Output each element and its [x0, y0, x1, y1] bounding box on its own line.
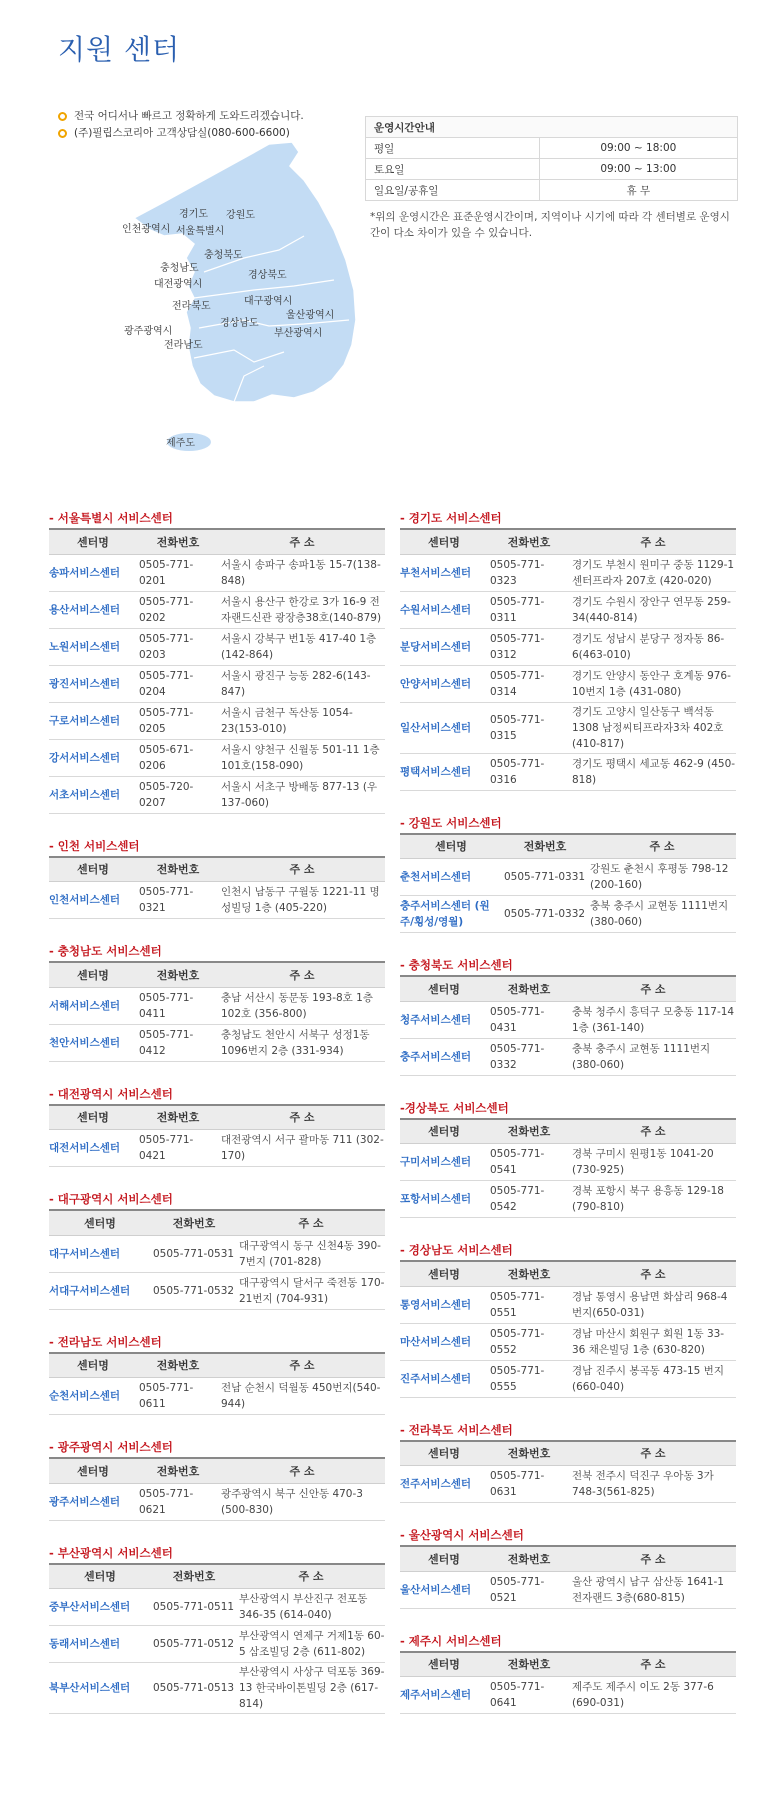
table-header-row: [49, 1105, 385, 1130]
center-address: 서울시 송파구 송파1동 15-7(138-848): [219, 554, 385, 591]
header-name: 센터명: [400, 1441, 488, 1466]
center-phone: 0505-771-0551: [488, 1286, 570, 1323]
table-row: [400, 1360, 736, 1397]
header-name: 센터명: [49, 857, 137, 882]
service-section: [400, 508, 736, 791]
center-address: 제주도 제주시 이도 2동 377-6 (690-031): [570, 1677, 736, 1714]
intro-item: 전국 어디서나 빠르고 정확하게 도와드리겠습니다.: [58, 108, 304, 125]
center-phone: 0505-771-0201: [137, 554, 219, 591]
map-label: 전라북도: [172, 301, 211, 312]
header-phone: 전화번호: [488, 1119, 570, 1144]
table-row: [400, 1286, 736, 1323]
map-label: 부산광역시: [274, 328, 323, 339]
center-phone: 0505-771-0611: [137, 1378, 219, 1415]
center-name-link[interactable]: 청주서비스센터: [400, 1001, 488, 1038]
service-table: [49, 1104, 385, 1168]
map-label: 서울특별시: [176, 226, 225, 237]
service-table: [49, 1352, 385, 1416]
center-address: 부산광역시 사상구 덕포동 369-13 한국바이톤빌딩 2층 (617-814): [237, 1663, 385, 1714]
service-table: [400, 1260, 736, 1398]
center-phone: 0505-771-0203: [137, 628, 219, 665]
header-address: 주 소: [219, 1105, 385, 1130]
center-phone: 0505-771-0332: [488, 1038, 570, 1075]
center-name-link[interactable]: 전주서비스센터: [400, 1466, 488, 1503]
service-section: [400, 1420, 736, 1504]
service-section: [49, 1437, 385, 1521]
hours-time: 09:00 ~ 13:00: [539, 159, 737, 180]
center-address: 전북 전주시 덕진구 우아동 3가 748-3(561-825): [570, 1466, 736, 1503]
section-title: - 인천 서비스센터: [49, 838, 140, 853]
table-header-row: [400, 1546, 736, 1571]
center-name-link[interactable]: 일산서비스센터: [400, 702, 488, 753]
header-phone: 전화번호: [488, 1441, 570, 1466]
service-section: [49, 836, 385, 920]
header-name: 센터명: [49, 1564, 151, 1589]
table-header-row: [400, 1261, 736, 1286]
center-address: 충북 충주시 교현동 1111번지 (380-060): [588, 896, 736, 933]
operating-hours: [365, 116, 738, 241]
table-row: [400, 1677, 736, 1714]
center-address: 충북 충주시 교현동 1111번지 (380-060): [570, 1038, 736, 1075]
section-title: - 충청남도 서비스센터: [49, 944, 162, 958]
table-row: [400, 1466, 736, 1503]
table-row: [400, 1181, 736, 1218]
center-phone: 0505-671-0206: [137, 739, 219, 776]
table-row: [400, 554, 736, 591]
header-phone: 전화번호: [488, 1261, 570, 1286]
center-phone: 0505-771-0511: [151, 1589, 237, 1626]
center-name-link[interactable]: 인천서비스센터: [49, 882, 137, 919]
table-row: [49, 882, 385, 919]
center-phone: 0505-771-0314: [488, 665, 570, 702]
header-phone: 전화번호: [137, 529, 219, 554]
center-phone: 0505-771-0204: [137, 665, 219, 702]
table-header-row: [49, 962, 385, 987]
service-table: [400, 528, 736, 791]
center-name-link[interactable]: 평택서비스센터: [400, 753, 488, 790]
service-table: [49, 528, 385, 814]
section-title: - 광주광역시 서비스센터: [49, 1440, 173, 1454]
header-phone: 전화번호: [488, 1546, 570, 1571]
section-title: - 충청북도 서비스센터: [400, 958, 513, 972]
map-label: 대구광역시: [244, 296, 293, 307]
header-address: 주 소: [570, 529, 736, 554]
table-row: [400, 896, 736, 933]
header-name: 센터명: [49, 1210, 151, 1235]
center-phone: 0505-771-0312: [488, 628, 570, 665]
service-section: [400, 1240, 736, 1398]
service-table: [400, 833, 736, 934]
service-section: [400, 1525, 736, 1609]
service-table: [49, 856, 385, 920]
center-address: 서울시 용산구 한강로 3가 16-9 전자랜드신관 광장층38호(140-879): [219, 591, 385, 628]
center-name-link[interactable]: 중부산서비스센터: [49, 1589, 151, 1626]
table-row: [49, 1483, 385, 1520]
table-row: [49, 776, 385, 813]
center-address: 강원도 춘천시 후평동 798-12 (200-160): [588, 859, 736, 896]
header-name: 센터명: [400, 529, 488, 554]
table-row: [400, 753, 736, 790]
map-label: 충청남도: [160, 263, 199, 274]
table-header-row: [49, 1458, 385, 1483]
section-title: - 전라남도 서비스센터: [49, 1334, 162, 1349]
section-title: - 부산광역시 서비스센터: [49, 1545, 173, 1560]
center-phone: 0505-771-0411: [137, 987, 219, 1024]
section-title: - 경기도 서비스센터: [400, 511, 502, 525]
table-row: [49, 628, 385, 665]
center-address: 경남 통영시 용남면 화삼리 968-4 번지(650-031): [570, 1286, 736, 1323]
center-phone: 0505-771-0311: [488, 591, 570, 628]
center-name-link[interactable]: 부천서비스센터: [400, 554, 488, 591]
map-label: 경상남도: [220, 318, 259, 329]
hours-day: 평일: [366, 138, 540, 159]
center-address: 경남 마산시 회원구 회원 1동 33-36 채은빌딩 1층 (630-820): [570, 1323, 736, 1360]
center-phone: 0505-771-0421: [137, 1130, 219, 1167]
header-address: 주 소: [570, 1652, 736, 1677]
header-name: 센터명: [400, 1261, 488, 1286]
section-title: - 전라북도 서비스센터: [400, 1422, 513, 1437]
table-row: [49, 1130, 385, 1167]
center-name-link[interactable]: 순천서비스센터: [49, 1378, 137, 1415]
header-address: 주 소: [219, 962, 385, 987]
service-table: [400, 1118, 736, 1219]
center-name-link[interactable]: 대전서비스센터: [49, 1130, 137, 1167]
intro-item: (주)필립스코리아 고객상담실(080-600-6600): [58, 125, 304, 142]
header-address: 주 소: [219, 1353, 385, 1378]
center-address: 광주광역시 북구 신안동 470-3 (500-830): [219, 1483, 385, 1520]
map-label: 경상북도: [248, 270, 287, 281]
center-phone: 0505-771-0521: [488, 1571, 570, 1608]
center-address: 대구광역시 동구 신천4동 390-7번지 (701-828): [237, 1235, 385, 1272]
header-address: 주 소: [570, 976, 736, 1001]
center-name-link[interactable]: 강서서비스센터: [49, 739, 137, 776]
service-section: [400, 1098, 736, 1219]
table-row: [49, 1663, 385, 1714]
hours-table: [365, 116, 738, 201]
center-phone: 0505-771-0412: [137, 1024, 219, 1061]
center-phone: 0505-771-0631: [488, 1466, 570, 1503]
table-header-row: [400, 976, 736, 1001]
service-table: [49, 961, 385, 1062]
center-address: 충남 서산시 동문동 193-8호 1층 102호 (356-800): [219, 987, 385, 1024]
map-label: 제주도: [166, 438, 195, 449]
section-title: - 경상남도 서비스센터: [400, 1243, 513, 1257]
service-section: [400, 955, 736, 1076]
header-address: 주 소: [219, 1458, 385, 1483]
hours-time: 09:00 ~ 18:00: [539, 138, 737, 159]
table-row: [49, 591, 385, 628]
center-name-link[interactable]: 구미서비스센터: [400, 1144, 488, 1181]
header-name: 센터명: [400, 1546, 488, 1571]
header-name: 센터명: [49, 1458, 137, 1483]
center-address: 충북 청주시 흥덕구 모충동 117-14 1층 (361-140): [570, 1001, 736, 1038]
table-row: [49, 1378, 385, 1415]
center-phone: 0505-771-0532: [151, 1272, 237, 1309]
center-phone: 0505-771-0205: [137, 702, 219, 739]
table-row: [49, 1024, 385, 1061]
table-header-row: [400, 1441, 736, 1466]
service-section: [49, 1332, 385, 1416]
section-title: - 대구광역시 서비스센터: [49, 1192, 173, 1206]
map-label: 경기도: [179, 209, 208, 220]
center-name-link[interactable]: 구로서비스센터: [49, 702, 137, 739]
center-name-link[interactable]: 분당서비스센터: [400, 628, 488, 665]
table-row: [400, 702, 736, 753]
center-phone: 0505-771-0541: [488, 1144, 570, 1181]
table-row: [400, 1323, 736, 1360]
center-name-link[interactable]: 수원서비스센터: [400, 591, 488, 628]
center-phone: 0505-771-0431: [488, 1001, 570, 1038]
header-address: 주 소: [219, 857, 385, 882]
service-section: [49, 941, 385, 1062]
table-header-row: [400, 529, 736, 554]
center-phone: 0505-771-0323: [488, 554, 570, 591]
center-name-link[interactable]: 노원서비스센터: [49, 628, 137, 665]
section-title: - 대전광역시 서비스센터: [49, 1086, 173, 1101]
header-phone: 전화번호: [137, 962, 219, 987]
hours-time: 휴 무: [539, 180, 737, 201]
header-name: 센터명: [400, 834, 502, 859]
table-row: [400, 1144, 736, 1181]
header-phone: 전화번호: [137, 1353, 219, 1378]
table-row: [49, 1626, 385, 1663]
center-name-link[interactable]: 서해서비스센터: [49, 987, 137, 1024]
header-phone: 전화번호: [488, 529, 570, 554]
table-row: [49, 702, 385, 739]
service-table: [49, 1457, 385, 1521]
center-address: 서울시 강북구 번1동 417-40 1층(142-864): [219, 628, 385, 665]
section-title: - 울산광역시 서비스센터: [400, 1528, 524, 1542]
service-table: [49, 1209, 385, 1310]
header-name: 센터명: [400, 1652, 488, 1677]
service-table: [49, 1563, 385, 1715]
header-name: 센터명: [400, 976, 488, 1001]
center-phone: 0505-771-0315: [488, 702, 570, 753]
center-phone: 0505-771-0555: [488, 1360, 570, 1397]
center-name-link[interactable]: 광진서비스센터: [49, 665, 137, 702]
map-label: 인천광역시: [122, 224, 171, 235]
center-name-link[interactable]: 제주서비스센터: [400, 1677, 488, 1714]
service-section: [400, 813, 736, 934]
hours-note: *위의 운영시간은 표준운영시간이며, 지역이나 시기에 따라 각 센터별로 운영시간이 다소 차이가 있을 수 있습니다.: [370, 211, 730, 239]
table-header-row: [49, 529, 385, 554]
table-row: [400, 1038, 736, 1075]
map-label: 울산광역시: [286, 310, 335, 321]
center-phone: 0505-771-0321: [137, 882, 219, 919]
header-address: 주 소: [237, 1564, 385, 1589]
map-label: 충청북도: [204, 250, 243, 261]
header-phone: 전화번호: [502, 834, 588, 859]
service-section: [49, 1543, 385, 1715]
table-row: [49, 1235, 385, 1272]
center-address: 경북 포항시 북구 용흥동 129-18 (790-810): [570, 1181, 736, 1218]
center-address: 서울시 광진구 능동 282-6(143-847): [219, 665, 385, 702]
center-address: 울산 광역시 남구 삼산동 1641-1 전자랜드 3층(680-815): [570, 1571, 736, 1608]
header-address: 주 소: [219, 529, 385, 554]
center-address: 경북 구미시 원평1동 1041-20 (730-925): [570, 1144, 736, 1181]
center-phone: 0505-771-0621: [137, 1483, 219, 1520]
center-address: 충청남도 천안시 서북구 성정1동 1096번지 2층 (331-934): [219, 1024, 385, 1061]
center-address: 전남 순천시 덕월동 450번지(540-944): [219, 1378, 385, 1415]
center-address: 경기도 평택시 세교동 462-9 (450-818): [570, 753, 736, 790]
table-row: [49, 987, 385, 1024]
header-phone: 전화번호: [488, 976, 570, 1001]
table-header-row: [400, 1652, 736, 1677]
header-phone: 전화번호: [137, 857, 219, 882]
center-address: 경기도 고양시 일산동구 백석동 1308 남정씨티프라자3차 402호 (410-817): [570, 702, 736, 753]
center-name-link[interactable]: 춘천서비스센터: [400, 859, 502, 896]
table-row: [400, 591, 736, 628]
map-label: 대전광역시: [154, 279, 203, 290]
center-name-link[interactable]: 진주서비스센터: [400, 1360, 488, 1397]
map-label: 강원도: [226, 210, 255, 221]
circle-bullet-icon: [58, 129, 67, 138]
table-row: [400, 859, 736, 896]
center-phone: 0505-771-0552: [488, 1323, 570, 1360]
center-address: 서울시 서초구 방배동 877-13 (우 137-060): [219, 776, 385, 813]
center-address: 경기도 부천시 원미구 중동 1129-1 센터프라자 207호 (420-020): [570, 554, 736, 591]
header-phone: 전화번호: [137, 1458, 219, 1483]
header-name: 센터명: [49, 529, 137, 554]
table-row: [400, 1571, 736, 1608]
header-name: 센터명: [49, 1353, 137, 1378]
center-phone: 0505-771-0331: [502, 859, 588, 896]
center-phone: 0505-771-0513: [151, 1663, 237, 1714]
center-name-link[interactable]: 용산서비스센터: [49, 591, 137, 628]
center-name-link[interactable]: 충주서비스센터 (원주/횡성/영월): [400, 896, 502, 933]
table-header-row: [400, 1119, 736, 1144]
center-name-link[interactable]: 서대구서비스센터: [49, 1272, 151, 1309]
table-row: [49, 554, 385, 591]
center-name-link[interactable]: 울산서비스센터: [400, 1571, 488, 1608]
section-title: - 서울특별시 서비스센터: [49, 511, 173, 525]
korea-map: [94, 140, 394, 465]
center-name-link[interactable]: 송파서비스센터: [49, 554, 137, 591]
table-header-row: [49, 1353, 385, 1378]
center-name-link[interactable]: 천안서비스센터: [49, 1024, 137, 1061]
center-address: 서울시 양천구 신월동 501-11 1층 101호(158-090): [219, 739, 385, 776]
table-header-row: [49, 1210, 385, 1235]
table-row: [400, 628, 736, 665]
table-row: [400, 665, 736, 702]
header-address: 주 소: [570, 1441, 736, 1466]
table-header-row: [49, 857, 385, 882]
table-row: [49, 1589, 385, 1626]
table-row: [49, 739, 385, 776]
center-phone: 0505-771-0316: [488, 753, 570, 790]
center-name-link[interactable]: 서초서비스센터: [49, 776, 137, 813]
center-address: 인천시 남동구 구월동 1221-11 명성빌딩 1층 (405-220): [219, 882, 385, 919]
hours-day: 일요일/공휴일: [366, 180, 540, 201]
center-phone: 0505-771-0202: [137, 591, 219, 628]
center-name-link[interactable]: 포항서비스센터: [400, 1181, 488, 1218]
service-table: [400, 1545, 736, 1609]
table-row: [400, 1001, 736, 1038]
center-name-link[interactable]: 동래서비스센터: [49, 1626, 151, 1663]
header-address: 주 소: [588, 834, 736, 859]
circle-bullet-icon: [58, 112, 67, 121]
service-section: [49, 1084, 385, 1168]
service-section: [400, 1631, 736, 1715]
service-table: [400, 1651, 736, 1715]
center-address: 서울시 금천구 독산동 1054-23(153-010): [219, 702, 385, 739]
center-address: 경남 진주시 봉곡동 473-15 번지 (660-040): [570, 1360, 736, 1397]
hours-day: 토요일: [366, 159, 540, 180]
center-address: 부산광역시 부산진구 전포동 346-35 (614-040): [237, 1589, 385, 1626]
service-center-column-left: [49, 508, 385, 1736]
header-address: 주 소: [570, 1261, 736, 1286]
center-address: 경기도 수원시 장안구 연무동 259-34(440-814): [570, 591, 736, 628]
header-name: 센터명: [49, 962, 137, 987]
page-title: 지원 센터: [58, 33, 181, 66]
header-name: 센터명: [400, 1119, 488, 1144]
center-name-link[interactable]: 안양서비스센터: [400, 665, 488, 702]
header-address: 주 소: [570, 1546, 736, 1571]
header-phone: 전화번호: [488, 1652, 570, 1677]
center-phone: 0505-720-0207: [137, 776, 219, 813]
header-address: 주 소: [237, 1210, 385, 1235]
center-phone: 0505-771-0542: [488, 1181, 570, 1218]
section-title: - 제주시 서비스센터: [400, 1633, 502, 1648]
center-address: 부산광역시 연제구 거제1동 60-5 삼조빌딩 2층 (611-802): [237, 1626, 385, 1663]
hours-title: 운영시간안내: [366, 117, 738, 138]
section-title: - 강원도 서비스센터: [400, 815, 502, 830]
service-table: [400, 975, 736, 1076]
center-name-link[interactable]: 대구서비스센터: [49, 1235, 151, 1272]
service-center-column-right: [400, 508, 736, 1736]
header-address: 주 소: [570, 1119, 736, 1144]
map-label: 광주광역시: [124, 326, 173, 337]
center-name-link[interactable]: 광주서비스센터: [49, 1483, 137, 1520]
header-phone: 전화번호: [151, 1564, 237, 1589]
service-section: [49, 508, 385, 814]
service-section: [49, 1189, 385, 1310]
center-address: 경기도 성남시 분당구 정자동 86-6(463-010): [570, 628, 736, 665]
center-address: 경기도 안양시 동안구 호계동 976-10번지 1층 (431-080): [570, 665, 736, 702]
intro-list: [58, 108, 304, 142]
center-phone: 0505-771-0332: [502, 896, 588, 933]
center-name-link[interactable]: 통영서비스센터: [400, 1286, 488, 1323]
center-name-link[interactable]: 북부산서비스센터: [49, 1663, 151, 1714]
header-name: 센터명: [49, 1105, 137, 1130]
header-phone: 전화번호: [151, 1210, 237, 1235]
center-address: 대전광역시 서구 괄마동 711 (302-170): [219, 1130, 385, 1167]
table-row: [49, 1272, 385, 1309]
center-name-link[interactable]: 마산서비스센터: [400, 1323, 488, 1360]
section-title: -경상북도 서비스센터: [400, 1100, 509, 1115]
table-header-row: [400, 834, 736, 859]
center-phone: 0505-771-0512: [151, 1626, 237, 1663]
header-phone: 전화번호: [137, 1105, 219, 1130]
table-header-row: [49, 1564, 385, 1589]
korea-map-image: [94, 140, 394, 465]
center-phone: 0505-771-0531: [151, 1235, 237, 1272]
center-name-link[interactable]: 충주서비스센터: [400, 1038, 488, 1075]
service-table: [400, 1440, 736, 1504]
center-address: 대구광역시 달서구 죽전동 170-21번지 (704-931): [237, 1272, 385, 1309]
map-label: 전라남도: [164, 340, 203, 351]
table-row: [49, 665, 385, 702]
center-phone: 0505-771-0641: [488, 1677, 570, 1714]
